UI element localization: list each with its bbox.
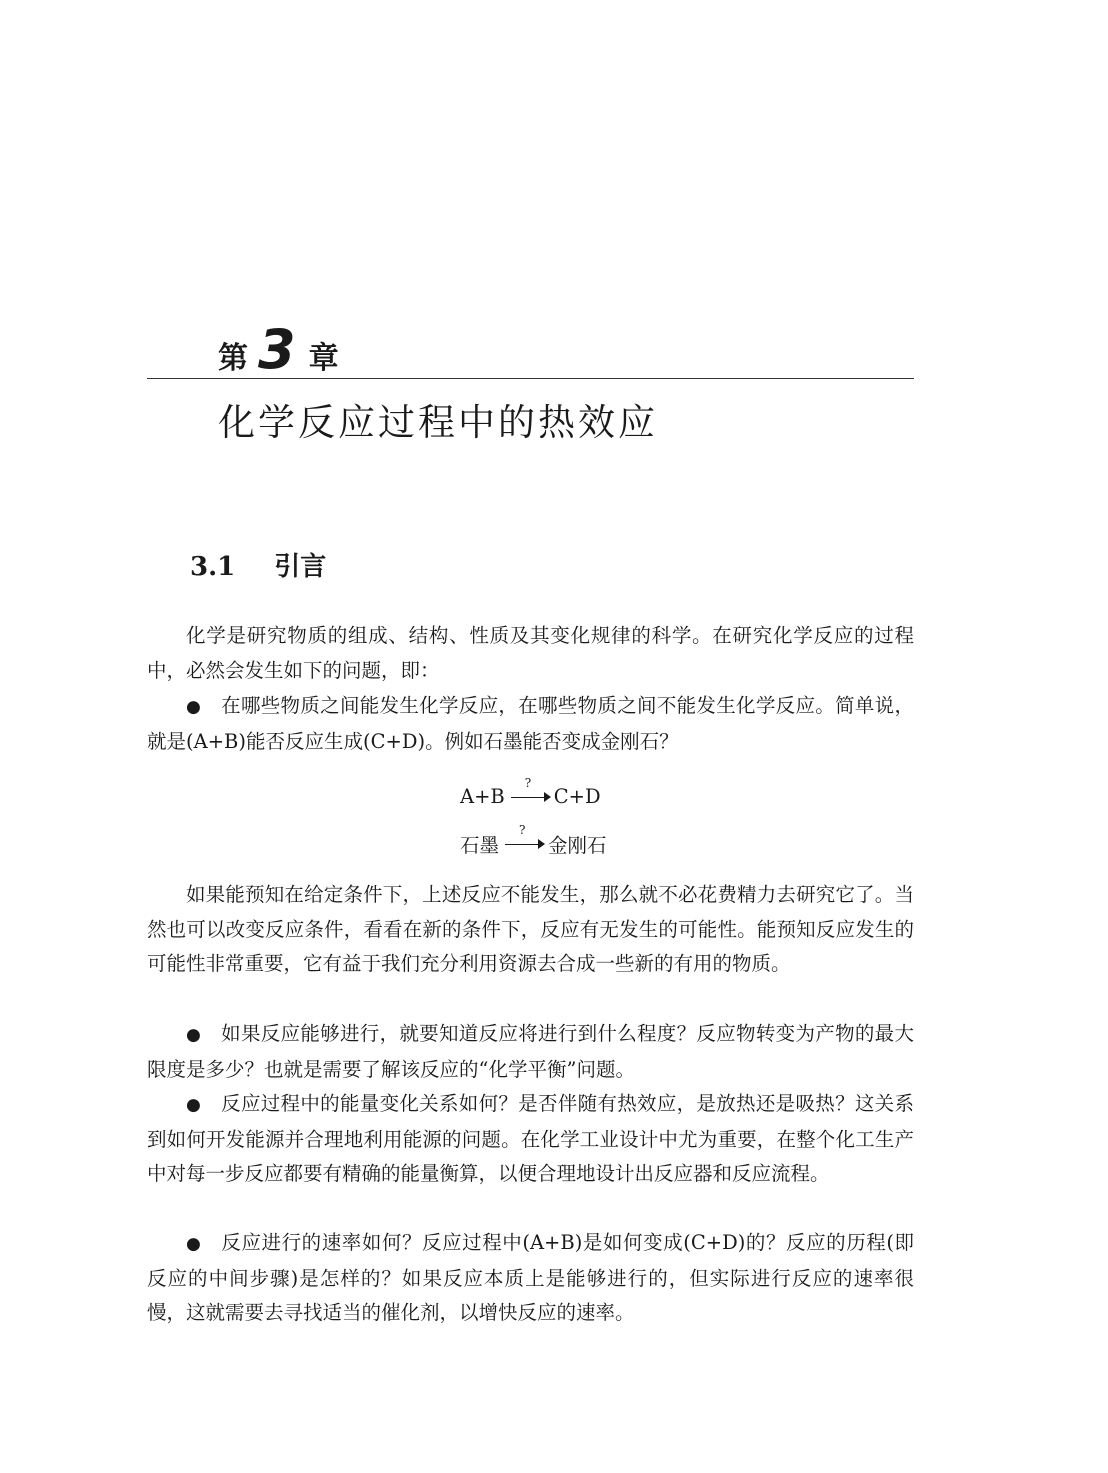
- section-heading: [190, 546, 326, 583]
- paragraph-text: 如果能预知在给定条件下，上述反应不能发生，那么就不必花费精力去研究它了。当然也可以改变反应条件，看看在新的条件下，反应有无发生的可能性。能预知反应发生的可能性非常重要，它有益于我们充分利用资源去合成一些新的有用的物质。: [147, 883, 914, 975]
- paragraph-intro: [147, 619, 914, 688]
- chapter-prefix: 第: [218, 341, 248, 376]
- equation-left: 石墨: [460, 834, 500, 857]
- paragraph-text: 化学是研究物质的组成、结构、性质及其变化规律的科学。在研究化学反应的过程中，必然会发生如下的问题，即：: [147, 624, 914, 682]
- bullet-dot: ●: [186, 1025, 202, 1045]
- chapter-label: [218, 318, 339, 381]
- reaction-arrow-icon: [511, 775, 551, 808]
- chapter-title: 化学反应过程中的热效应: [218, 401, 658, 444]
- paragraph-text: 在哪些物质之间能发生化学反应，在哪些物质之间不能发生化学反应。简单说，就是(A+B)能否反应生成(C+D)。例如石墨能否变成金刚石？: [147, 694, 914, 753]
- bullet-paragraph-4: [147, 1226, 914, 1331]
- paragraph-text: 如果反应能够进行，就要知道反应将进行到什么程度？反应物转变为产物的最大限度是多少？也就是需要了解该反应的“化学平衡”问题。: [147, 1022, 914, 1081]
- bullet-dot: ●: [186, 1095, 202, 1115]
- equation-right: 金刚石: [548, 834, 607, 857]
- section-number: 3.1: [190, 552, 236, 582]
- bullet-paragraph-2: [147, 1017, 914, 1087]
- bullet-dot: ●: [186, 697, 202, 717]
- equation-left: A+B: [460, 785, 505, 808]
- paragraph-text: 反应过程中的能量变化关系如何？是否伴随有热效应，是放热还是吸热？这关系到如何开发能源并合理地利用能源的问题。在化学工业设计中尤为重要，在整个化工生产中对每一步反应都要有精确的能量衡算，以便合理地设计出反应器和反应流程。: [147, 1092, 914, 1185]
- chapter-divider: [147, 378, 914, 379]
- equation-right: C+D: [553, 785, 601, 808]
- bullet-dot: ●: [186, 1234, 202, 1254]
- arrow-label: ?: [519, 823, 526, 837]
- equation-2: [460, 823, 607, 858]
- bullet-paragraph-1: [147, 689, 914, 759]
- arrow-label: ?: [524, 775, 532, 790]
- bullet-paragraph-3: [147, 1087, 914, 1192]
- reaction-arrow-icon: [505, 823, 545, 855]
- section-title: 引言: [274, 552, 327, 582]
- chapter-number: 3: [258, 318, 295, 381]
- paragraph-text: 反应进行的速率如何？反应过程中(A+B)是如何变成(C+D)的？反应的历程(即反应的中间步骤)是怎样的？如果反应本质上是能够进行的，但实际进行反应的速率很慢，这就需要去寻找适当的催化剂，以增快反应的速率。: [147, 1231, 914, 1324]
- equation-1: [460, 775, 601, 808]
- chapter-suffix: 章: [308, 341, 339, 376]
- paragraph-prediction: [147, 878, 914, 982]
